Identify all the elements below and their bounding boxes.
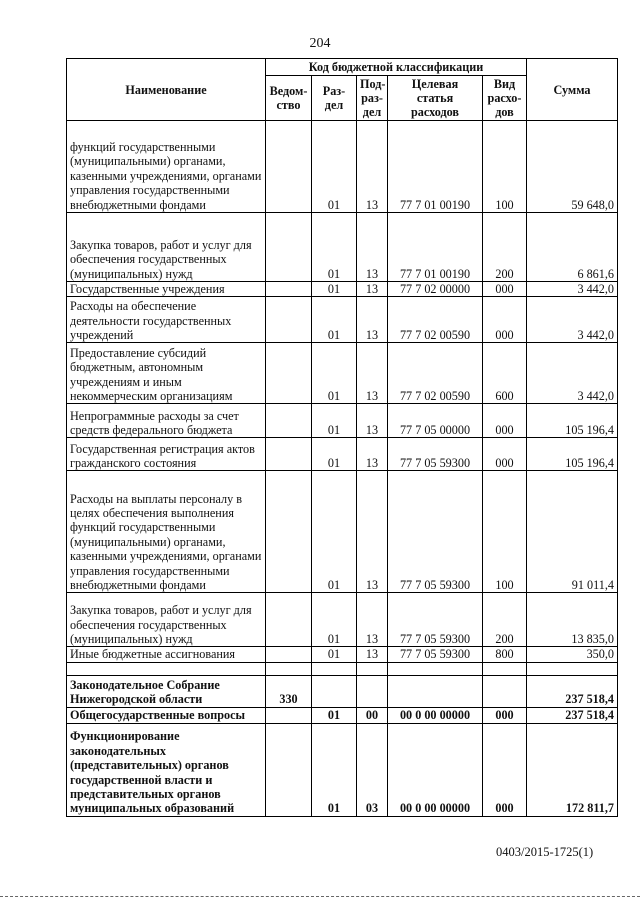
row-podrazdel: 03 bbox=[357, 723, 388, 816]
budget-table bbox=[66, 58, 618, 817]
row-summa: 105 196,4 bbox=[527, 404, 618, 438]
header-classification-group: Код бюджетной классификации bbox=[266, 59, 527, 76]
row-vedomstvo bbox=[266, 121, 312, 213]
row-vid: 200 bbox=[483, 213, 527, 282]
row-name: Иные бюджетные ассигнования bbox=[67, 647, 266, 662]
row-podrazdel: 13 bbox=[357, 282, 388, 297]
row-celevaya: 77 7 05 59300 bbox=[388, 438, 483, 471]
page-number: 204 bbox=[309, 36, 331, 51]
table-body bbox=[67, 121, 618, 817]
row-razdel: 01 bbox=[312, 438, 357, 471]
row-razdel: 01 bbox=[312, 593, 357, 647]
row-vid bbox=[483, 675, 527, 707]
row-name: Законодательное Собрание Нижегородской области bbox=[67, 675, 266, 707]
row-summa bbox=[527, 662, 618, 675]
table-row bbox=[67, 647, 618, 662]
row-vedomstvo bbox=[266, 593, 312, 647]
row-name: функций государственными (муниципальными) органами, казенными учреждениями, органами управления государственными внебюджетными фондами bbox=[67, 121, 266, 213]
row-vedomstvo bbox=[266, 471, 312, 593]
row-summa: 172 811,7 bbox=[527, 723, 618, 816]
row-podrazdel: 13 bbox=[357, 471, 388, 593]
row-vid: 000 bbox=[483, 723, 527, 816]
row-podrazdel: 13 bbox=[357, 121, 388, 213]
row-celevaya: 00 0 00 00000 bbox=[388, 707, 483, 723]
row-celevaya: 77 7 05 00000 bbox=[388, 404, 483, 438]
table-row bbox=[67, 343, 618, 404]
row-summa: 105 196,4 bbox=[527, 438, 618, 471]
table-row bbox=[67, 675, 618, 707]
row-podrazdel bbox=[357, 662, 388, 675]
row-vedomstvo bbox=[266, 662, 312, 675]
row-celevaya: 77 7 01 00190 bbox=[388, 121, 483, 213]
table-row bbox=[67, 707, 618, 723]
header-vid: Вид расхо- дов bbox=[483, 76, 527, 121]
row-razdel: 01 bbox=[312, 647, 357, 662]
row-celevaya bbox=[388, 675, 483, 707]
header-celevaya: Целевая статья расходов bbox=[388, 76, 483, 121]
row-razdel: 01 bbox=[312, 471, 357, 593]
row-name: Государственные учреждения bbox=[67, 282, 266, 297]
scan-edge-line bbox=[0, 896, 640, 897]
row-summa: 3 442,0 bbox=[527, 282, 618, 297]
row-celevaya: 00 0 00 00000 bbox=[388, 723, 483, 816]
row-summa: 59 648,0 bbox=[527, 121, 618, 213]
row-name: Закупка товаров, работ и услуг для обеспечения государственных (муниципальных) нужд bbox=[67, 593, 266, 647]
row-vid bbox=[483, 662, 527, 675]
row-summa: 13 835,0 bbox=[527, 593, 618, 647]
row-celevaya bbox=[388, 662, 483, 675]
row-podrazdel bbox=[357, 675, 388, 707]
row-podrazdel: 13 bbox=[357, 647, 388, 662]
row-vedomstvo bbox=[266, 282, 312, 297]
table-header bbox=[67, 59, 618, 121]
row-name: Государственная регистрация актов гражданского состояния bbox=[67, 438, 266, 471]
header-summa: Сумма bbox=[527, 59, 618, 121]
row-name bbox=[67, 662, 266, 675]
row-vid: 600 bbox=[483, 343, 527, 404]
row-summa: 237 518,4 bbox=[527, 675, 618, 707]
table-row bbox=[67, 121, 618, 213]
table-row bbox=[67, 404, 618, 438]
header-name: Наименование bbox=[67, 59, 266, 121]
document-code: 0403/2015-1725(1) bbox=[496, 845, 594, 859]
row-summa: 3 442,0 bbox=[527, 297, 618, 343]
row-razdel: 01 bbox=[312, 707, 357, 723]
row-summa: 6 861,6 bbox=[527, 213, 618, 282]
row-vedomstvo bbox=[266, 647, 312, 662]
row-vid: 100 bbox=[483, 471, 527, 593]
row-vid: 000 bbox=[483, 282, 527, 297]
table-row bbox=[67, 723, 618, 816]
row-vedomstvo bbox=[266, 297, 312, 343]
row-name: Расходы на обеспечение деятельности государственных учреждений bbox=[67, 297, 266, 343]
row-vid: 800 bbox=[483, 647, 527, 662]
table-row bbox=[67, 662, 618, 675]
row-razdel: 01 bbox=[312, 282, 357, 297]
row-summa: 3 442,0 bbox=[527, 343, 618, 404]
row-celevaya: 77 7 02 00590 bbox=[388, 297, 483, 343]
row-summa: 350,0 bbox=[527, 647, 618, 662]
row-podrazdel: 13 bbox=[357, 438, 388, 471]
row-vedomstvo bbox=[266, 707, 312, 723]
row-vedomstvo bbox=[266, 213, 312, 282]
row-name: Расходы на выплаты персоналу в целях обеспечения выполнения функций государственными (муниципальными) органами, казенными учреждениями, органами управления государственными внебюджетными фондами bbox=[67, 471, 266, 593]
row-razdel: 01 bbox=[312, 213, 357, 282]
row-podrazdel: 13 bbox=[357, 593, 388, 647]
row-podrazdel: 13 bbox=[357, 343, 388, 404]
row-razdel: 01 bbox=[312, 723, 357, 816]
row-summa: 237 518,4 bbox=[527, 707, 618, 723]
table-row bbox=[67, 213, 618, 282]
row-celevaya: 77 7 02 00000 bbox=[388, 282, 483, 297]
header-podrazdel: Под- раз- дел bbox=[357, 76, 388, 121]
row-podrazdel: 13 bbox=[357, 297, 388, 343]
row-vid: 000 bbox=[483, 707, 527, 723]
row-vedomstvo: 330 bbox=[266, 675, 312, 707]
row-vedomstvo bbox=[266, 404, 312, 438]
table-row bbox=[67, 297, 618, 343]
row-celevaya: 77 7 05 59300 bbox=[388, 647, 483, 662]
row-celevaya: 77 7 02 00590 bbox=[388, 343, 483, 404]
row-vid: 000 bbox=[483, 438, 527, 471]
row-razdel: 01 bbox=[312, 297, 357, 343]
row-celevaya: 77 7 05 59300 bbox=[388, 471, 483, 593]
table-row bbox=[67, 282, 618, 297]
row-razdel bbox=[312, 662, 357, 675]
row-podrazdel: 13 bbox=[357, 213, 388, 282]
row-celevaya: 77 7 05 59300 bbox=[388, 593, 483, 647]
row-name: Предоставление субсидий бюджетным, автономным учреждениям и иным некоммерческим организациям bbox=[67, 343, 266, 404]
row-summa: 91 011,4 bbox=[527, 471, 618, 593]
row-razdel bbox=[312, 675, 357, 707]
header-vedomstvo: Ведом- ство bbox=[266, 76, 312, 121]
row-vedomstvo bbox=[266, 343, 312, 404]
row-celevaya: 77 7 01 00190 bbox=[388, 213, 483, 282]
row-name: Общегосударственные вопросы bbox=[67, 707, 266, 723]
table-row bbox=[67, 593, 618, 647]
row-name: Непрограммные расходы за счет средств федерального бюджета bbox=[67, 404, 266, 438]
row-razdel: 01 bbox=[312, 121, 357, 213]
row-podrazdel: 00 bbox=[357, 707, 388, 723]
row-vid: 100 bbox=[483, 121, 527, 213]
row-vedomstvo bbox=[266, 438, 312, 471]
row-razdel: 01 bbox=[312, 343, 357, 404]
row-name: Закупка товаров, работ и услуг для обеспечения государственных (муниципальных) нужд bbox=[67, 213, 266, 282]
row-vedomstvo bbox=[266, 723, 312, 816]
row-podrazdel: 13 bbox=[357, 404, 388, 438]
row-vid: 000 bbox=[483, 297, 527, 343]
row-vid: 200 bbox=[483, 593, 527, 647]
table-row bbox=[67, 438, 618, 471]
row-razdel: 01 bbox=[312, 404, 357, 438]
row-name: Функционирование законодательных (представительных) органов государственной власти и представительных органов муниципальных образований bbox=[67, 723, 266, 816]
row-vid: 000 bbox=[483, 404, 527, 438]
table-row bbox=[67, 471, 618, 593]
header-razdel: Раз- дел bbox=[312, 76, 357, 121]
